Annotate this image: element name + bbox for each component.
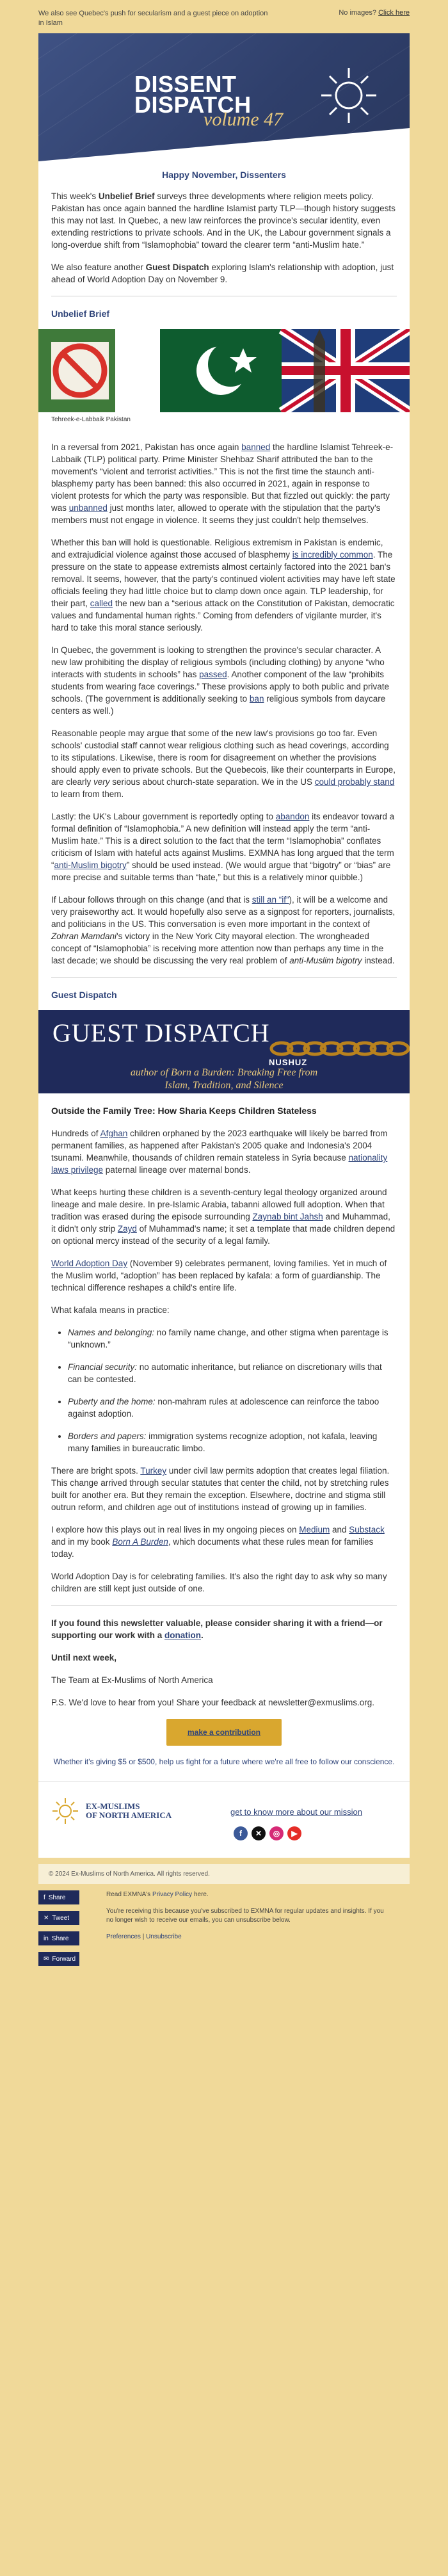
intro-paragraph-2: We also feature another Guest Dispatch exploring Islam's relationship with adoption, just ahead of World Adoption Day on November 9. bbox=[51, 262, 394, 284]
kafala-list bbox=[68, 1326, 397, 1454]
guest-author: NUSHUZ bbox=[269, 1058, 308, 1067]
forward-icon: ✉ bbox=[44, 1955, 49, 1963]
unbelief-paragraph-5: Lastly: the UK's Labour government is reportedly opting to abandon its endeavor toward a formal definition of “Islamophobia.” A new definition will instead apply the term “anti-Muslim hate.” This is a direct solution to the fact that the term “Islamophobia” conflates criticism of Islam with hateful acts against Muslims. EXMNA has long argued that the term “anti-Muslim bigotry” should be used instead. (We would argue that “bigotry” or “bias” are more precise and suitable terms than “hate,” but this is a relatively minor quibble.) bbox=[51, 812, 395, 882]
mission-link[interactable]: get to know more about our mission bbox=[230, 1807, 362, 1817]
instagram-icon[interactable]: ◎ bbox=[269, 1826, 284, 1840]
inline-link[interactable]: Born A Burden bbox=[112, 1537, 168, 1547]
hero-title-line1: DISSENT bbox=[134, 71, 237, 97]
no-images bbox=[339, 9, 410, 33]
guest-subtitle bbox=[38, 1067, 410, 1092]
unbelief-paragraph-2: Whether this ban will hold is questionable. Religious extremism in Pakistan is endemic, and extrajudicial violence against those accused of blasphemy is incredibly common. The pressure on the state to appease extremists almost certainly factored into the 2021 ban's removal. It seems, however, that the party's continued violent activities may have left state officials feeling they had little choice but to clamp down once again. TLP leadership, for their part, called the new ban a “serious attack on the Constitution of Pakistan, democratic values and fundamental human rights.” Coming from defenders of vigilante murder, it's hard to take this moral stance seriously. bbox=[51, 538, 396, 632]
inline-link[interactable]: Zayd bbox=[117, 1224, 137, 1234]
list-item: • Borders and papers: immigration systems recognize adoption, not kafala, leaving many families in bureaucratic limbo. bbox=[68, 1430, 397, 1454]
divider bbox=[51, 977, 397, 978]
tlp-flag-image bbox=[38, 329, 410, 412]
inline-link[interactable]: Zaynab bint Jahsh bbox=[252, 1212, 323, 1221]
inline-link[interactable]: passed bbox=[199, 670, 227, 679]
newsletter-card bbox=[38, 33, 410, 1781]
guest-subtitle-line2: Islam, Tradition, and Silence bbox=[164, 1080, 284, 1091]
share-facebook-button[interactable] bbox=[38, 1890, 79, 1904]
greeting: Happy November, Dissenters bbox=[162, 170, 286, 180]
inline-link[interactable]: Medium bbox=[299, 1525, 330, 1534]
share-label: Share bbox=[48, 1894, 66, 1901]
receiving-text: You're receiving this because you've subscribed to EXMNA for regular updates and insights. If you no longer wish to receive our emails, you can unsubscribe below. bbox=[106, 1908, 384, 1924]
inline-link[interactable]: Substack bbox=[349, 1525, 385, 1534]
list-item: • Financial security: no automatic inheritance, but reliance on discretionary wills that can be contested. bbox=[68, 1361, 397, 1385]
copyright: © 2024 Ex-Muslims of North America. All rights reserved. bbox=[38, 1864, 410, 1884]
guest-paragraph-1: Hundreds of Afghan children orphaned by the 2023 earthquake will likely be barred from permanent families, as happened after Pakistan's 2005 quake and Indonesia's 2004 tsunami. Meanwhile, thousands of children remain stateless in Syria because nationality laws privilege paternal lineage over maternal bonds. bbox=[51, 1129, 388, 1175]
guest-paragraph-7: World Adoption Day is for celebrating families. It's also the right day to ask why so many children are still kept just outside of one. bbox=[51, 1572, 387, 1593]
inline-link[interactable]: banned bbox=[241, 442, 271, 452]
org-name bbox=[86, 1802, 172, 1820]
forward-button[interactable] bbox=[38, 1952, 79, 1966]
inline-link[interactable]: unbanned bbox=[68, 503, 108, 513]
guest-paragraph-5: There are bright spots. Turkey under civil law permits adoption that creates legal filiation. This change arrived through secular statutes that center the child, not by stretching rules built for another era. But they remain the exception. Elsewhere, doctrine and stigma still outrun reform, and children age out of institutions instead of growing up in families. bbox=[51, 1466, 390, 1512]
preheader-text: We also see Quebec's push for secularism and a guest piece on adoption in Islam bbox=[38, 10, 268, 27]
inline-link[interactable]: is incredibly common bbox=[292, 550, 373, 559]
intro-paragraph-1: This week's Unbelief Brief surveys three developments where religion meets policy. Pakistan has once again banned the hardline Islamist party TLP—though history suggests this may not last. In Quebec, a new law reinforces the province's secular identity, even extending restrictions to private schools. And in the UK, the Labour government signals a long-overdue shift from “Islamophobia” toward the clearer term “anti-Muslim hate.” bbox=[51, 191, 396, 250]
signoff: The Team at Ex-Muslims of North America bbox=[51, 1675, 213, 1685]
tweet-label: Tweet bbox=[52, 1914, 70, 1922]
list-item: • Puberty and the home: non-mahram rules at adolescence can reinforce the taboo against adoption. bbox=[68, 1396, 397, 1420]
guest-paragraph-6: I explore how this plays out in real lives in my ongoing pieces on Medium and Substack and in my book Born A Burden, which documents what these rules mean for families today. bbox=[51, 1525, 385, 1559]
unbelief-paragraph-4: Reasonable people may argue that some of the new law's provisions go too far. Even schools' custodial staff cannot wear religious clothing such as head coverings, according to its stipulations. Likewise, there is room for disagreement on whether the provisions should apply even to private schools. But the Quebecois, like their counterparts in Europe, are clearly very serious about church-state separation. We in the US could probably stand to learn from them. bbox=[51, 729, 396, 799]
exmna-logo bbox=[51, 1797, 172, 1825]
x-icon: ✕ bbox=[44, 1914, 49, 1922]
newsletter-body bbox=[38, 161, 410, 1781]
share-label: Share bbox=[51, 1935, 69, 1942]
unsubscribe-link[interactable]: Unsubscribe bbox=[146, 1933, 182, 1940]
giving-text: Whether it's giving $5 or $500, help us fight for a future where we're all free to follow our conscience. bbox=[53, 1757, 395, 1766]
no-images-label: No images? bbox=[339, 9, 377, 17]
guest-dispatch-banner bbox=[38, 1010, 410, 1093]
unbelief-paragraph-6: If Labour follows through on this change (and that is still an “if”), it will be a welcome and very praiseworthy act. It would hopefully also serve as a signpost for reporters, journalists, and politicians in the US. This conversation is even more important in the context of Zohran Mamdani's victory in the New York City mayoral election. The wrongheaded concept of “Islamophobia” is receiving more attention now than perhaps any time in the last decade; we should be discussing the very real problem of anti-Muslim bigotry instead. bbox=[51, 895, 396, 965]
footer-legal bbox=[102, 1890, 384, 1972]
social-icons bbox=[234, 1826, 301, 1840]
divider bbox=[51, 1605, 397, 1606]
inline-link[interactable]: Afghan bbox=[100, 1129, 128, 1138]
facebook-icon: f bbox=[44, 1894, 45, 1901]
x-icon[interactable]: ✕ bbox=[252, 1826, 266, 1840]
pref-links: Preferences | Unsubscribe bbox=[106, 1933, 182, 1940]
guest-paragraph-4: What kafala means in practice: bbox=[51, 1305, 170, 1315]
inline-link[interactable]: still an “if” bbox=[252, 895, 289, 905]
flags-collage bbox=[38, 329, 410, 412]
hero-title-line2: DISPATCH bbox=[134, 92, 252, 118]
guest-subtitle-line1: author of Born a Burden: Breaking Free from bbox=[130, 1067, 318, 1078]
inline-link[interactable]: nationality laws privilege bbox=[51, 1153, 388, 1175]
guest-paragraph-2: What keeps hurting these children is a seventh-century legal theology organized around lineage and male desire. In pre-Islamic Arabia, tabanni allowed full adoption. When that tradition was erased during the episode surrounding Zaynab bint Jahsh and Muhammad, it didn't only strip Zayd of Muhammad's name; it set a template that made children depend on optional mercy instead of the security of a legal family. bbox=[51, 1187, 396, 1246]
inline-link[interactable]: World Adoption Day bbox=[51, 1259, 128, 1268]
preferences-link[interactable]: Preferences bbox=[106, 1933, 141, 1940]
read-text: Read EXMNA's bbox=[106, 1891, 151, 1898]
guest-dispatch-heading: Guest Dispatch bbox=[51, 990, 117, 1000]
intro bbox=[51, 190, 397, 286]
guest-dispatch-title: GUEST DISPATCH bbox=[52, 1018, 270, 1047]
inline-link[interactable]: anti-Muslim bigotry bbox=[54, 860, 127, 870]
guest-article-title: Outside the Family Tree: How Sharia Keeps Children Stateless bbox=[51, 1106, 317, 1116]
inline-link[interactable]: abandon bbox=[275, 812, 310, 821]
privacy-line bbox=[106, 1890, 384, 1899]
forward-label: Forward bbox=[52, 1955, 76, 1963]
inline-link[interactable]: ban bbox=[249, 694, 264, 704]
here-text: here. bbox=[193, 1891, 209, 1898]
youtube-icon[interactable]: ▶ bbox=[287, 1826, 301, 1840]
guest-paragraph-3: World Adoption Day (November 9) celebrates permanent, loving families. Yet in much of the Muslim world, “adoption” has been replaced by kafala: a form of guardianship. The technical difference reshapes a child's entire life. bbox=[51, 1259, 387, 1292]
org-name-line1: EX-MUSLIMS bbox=[86, 1801, 140, 1811]
hero-volume: volume 47 bbox=[204, 109, 284, 130]
until-next-week: Until next week, bbox=[51, 1653, 117, 1662]
privacy-policy-link[interactable]: Privacy Policy bbox=[152, 1891, 193, 1898]
image-caption: Tehreek-e-Labbaik Pakistan bbox=[51, 416, 131, 423]
footer-org bbox=[38, 1781, 410, 1858]
support-text: If you found this newsletter valuable, please consider sharing it with a friend—or supporting our work with a donation. bbox=[51, 1618, 383, 1640]
org-name-line2: OF NORTH AMERICA bbox=[86, 1810, 172, 1820]
hero-banner bbox=[38, 33, 410, 161]
contribute-button[interactable]: make a contribution bbox=[166, 1719, 282, 1746]
click-here-link[interactable]: Click here bbox=[378, 9, 410, 17]
inline-link[interactable]: Turkey bbox=[140, 1466, 167, 1476]
share-buttons bbox=[38, 1890, 102, 1972]
list-item: • Names and belonging: no family name change, and other stigma when parentage is “unknown.” bbox=[68, 1326, 397, 1351]
unbelief-brief-heading: Unbelief Brief bbox=[51, 309, 110, 319]
inline-link[interactable]: could probably stand bbox=[314, 777, 395, 787]
unbelief-paragraph-1: In a reversal from 2021, Pakistan has once again banned the hardline Islamist Tehreek-e-Labbaik (TLP) political party. Prime Minister Shehbaz Sharif attributed the ban to the movement's “violent and terrorist activities.” This is not the first time the staunch anti-blasphemy party has been banned: this also occurred in 2021, again in response to violent protests for which the party was responsible. But that fizzled out quickly: the party was unbanned just months later, allowed to operate with the stipulation that the party's members must not engage in violence. It seems they just couldn't help themselves. bbox=[51, 442, 394, 525]
facebook-icon[interactable]: f bbox=[234, 1826, 248, 1840]
ps-text: P.S. We'd love to hear from you! Share your feedback at newsletter@exmuslims.org. bbox=[51, 1698, 375, 1707]
linkedin-icon: in bbox=[44, 1935, 49, 1942]
hero-diagonal-cut bbox=[38, 123, 410, 161]
tweet-button[interactable] bbox=[38, 1911, 79, 1925]
inline-link[interactable]: donation bbox=[164, 1630, 201, 1640]
inline-link[interactable]: called bbox=[90, 599, 113, 608]
exmna-sun-icon bbox=[51, 1797, 79, 1825]
unbelief-paragraph-3: In Quebec, the government is looking to strengthen the province's secular character. A new law prohibiting the display of religious symbols (including clothing) by anyone “who interacts with students in schools” has passed. Another component of the law “prohibits students from wearing face coverings.” These provisions apply to both public and private schools. (The government is additionally seeking to ban religious symbols from daycare centers as well.) bbox=[51, 645, 390, 716]
preheader bbox=[0, 0, 448, 33]
share-section bbox=[0, 1884, 448, 1972]
share-linkedin-button[interactable] bbox=[38, 1931, 79, 1945]
sun-logo-icon bbox=[320, 67, 378, 124]
